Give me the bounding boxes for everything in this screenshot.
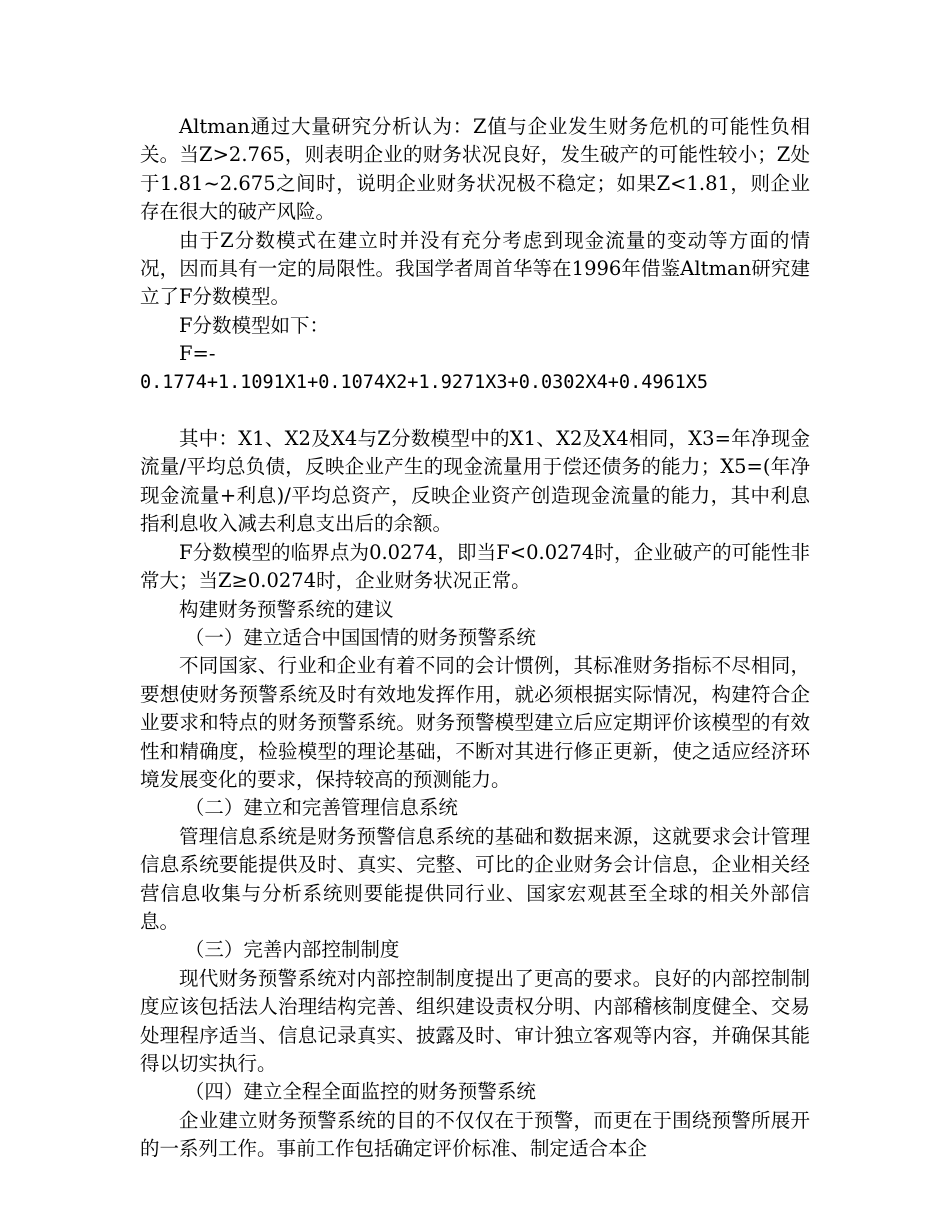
document-body	[140, 113, 810, 1164]
paragraph-f-score-threshold: F分数模型的临界点为0.0274，即当F<0.0274时，企业破产的可能性非常大；当Z≥0.0274时，企业财务状况正常。	[140, 540, 810, 593]
subheading-1: （一）建立适合中国国情的财务预警系统	[184, 625, 536, 649]
paragraph-variable-definitions: 其中：X1、X2及X4与Z分数模型中的X1、X2及X4相同，X3=年净现金流量/平均总负债，反映企业产生的现金流量用于偿还债务的能力；X5=(年净现金流量+利息)/平均总资产，反映企业资产创造现金流量的能力，其中利息指利息收入减去利息支出后的余额。	[140, 427, 810, 536]
paragraph-internal-control: 现代财务预警系统对内部控制制度提出了更高的要求。良好的内部控制制度应该包括法人治理结构完善、组织建设责权分明、内部稽核制度健全、交易处理程序适当、信息记录真实、披露及时、审计独立客观等内容，并确保其能得以切实执行。	[140, 966, 810, 1075]
subheading-3: （三）完善内部控制制度	[184, 938, 400, 962]
paragraph-national-conditions: 不同国家、行业和企业有着不同的会计惯例，其标准财务指标不尽相同，要想使财务预警系统及时有效地发挥作用，就必须根据实际情况，构建符合企业要求和特点的财务预警系统。财务预警模型建立后应定期评价该模型的有效性和精确度，检验模型的理论基础，不断对其进行修正更新，使之适应经济环境发展变化的要求，保持较高的预测能力。	[140, 654, 810, 791]
formula-prefix: F=-	[179, 342, 216, 366]
paragraph-altman-z-interpretation: Altman通过大量研究分析认为：Z值与企业发生财务危机的可能性负相关。当Z>2.765，则表明企业的财务状况良好，发生破产的可能性较小；Z处于1.81~2.675之间时，说明企业财务状况极不稳定；如果Z<1.81，则企业存在很大的破产风险。	[140, 115, 810, 224]
section-heading-recommendations: 构建财务预警系统的建议	[179, 597, 394, 621]
paragraph-z-model-limitation: 由于Z分数模式在建立时并没有充分考虑到现金流量的变动等方面的情况，因而具有一定的局限性。我国学者周首华等在1996年借鉴Altman研究建立了F分数模型。	[140, 228, 810, 309]
paragraph-mis: 管理信息系统是财务预警信息系统的基础和数据来源，这就要求会计管理信息系统要能提供及时、真实、完整、可比的企业财务会计信息，企业相关经营信息收集与分析系统则要能提供同行业、国家宏观甚至全球的相关外部信息。	[140, 824, 810, 933]
subheading-4: （四）建立全程全面监控的财务预警系统	[184, 1080, 536, 1104]
paragraph-full-monitoring: 企业建立财务预警系统的目的不仅仅在于预警，而更在于围绕预警所展开的一系列工作。事前工作包括确定评价标准、制定适合本企	[140, 1108, 810, 1161]
subheading-2: （二）建立和完善管理信息系统	[184, 796, 458, 820]
f-score-formula: 0.1774+1.1091X1+0.1074X2+1.9271X3+0.0302X4+0.4961X5	[140, 371, 709, 393]
formula-intro: F分数模型如下：	[179, 313, 330, 337]
